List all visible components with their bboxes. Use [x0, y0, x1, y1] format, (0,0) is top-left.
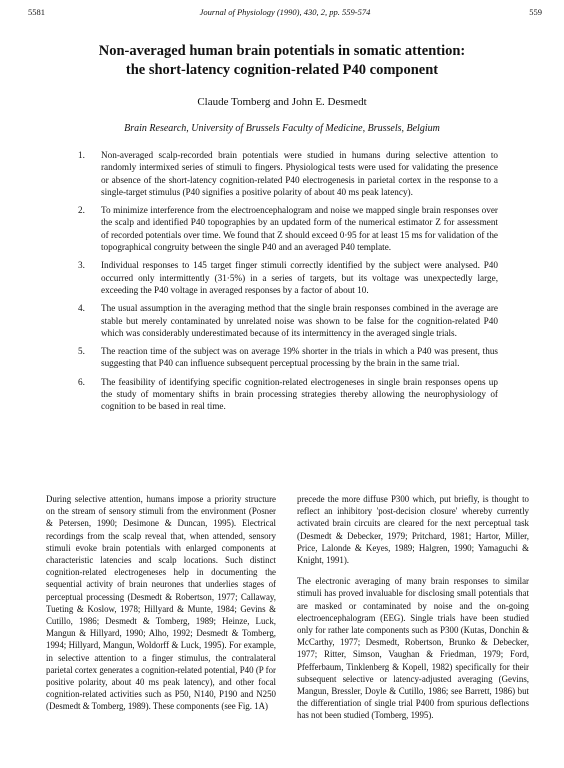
- title-line-2: the short-latency cognition-related P40 component: [125, 62, 439, 78]
- summary-item: [78, 259, 498, 296]
- summary-item-number: 6.: [78, 376, 85, 387]
- running-header: [28, 7, 542, 19]
- summary-item: [78, 345, 498, 370]
- summary-item-text: The reaction time of the subject was on average 19% shorter in the trials in which a P40 was present, thus suggesting that P40 can influence subsequent perceptual processing by the brain in the same trial.: [101, 346, 498, 369]
- article-title: [40, 42, 524, 80]
- body-paragraph: During selective attention, humans impose a priority structure on the stream of sensory stimuli from the environment (Posner & Petersen, 1990; Desimone & Duncan, 1995). Electrical recordings from the scalp reveal that, when attended, sensory stimuli evoke brain potentials with enlarged components at characteristic latencies and scalp locations. Such distinct cognition-related electrogeneses help in documenting the sequential activity of brain neurones that underlies stages of perceptual processing (Desmedt & Robertson, 1977; Callaway, Tueting & Koslow, 1978; Hillyard & Munte, 1984; Gevins & Cutillo, 1986; Desmedt & Tomberg, 1989; Heinze, Luck, Mangun & Hillyard, 1990; Alho, 1992; Desmedt & Tomberg, 1994; Hillyard, Mangun, Woldorff & Luck, 1995). For example, in selective attention to a finger stimulus, the contralateral parietal cortex generates a cognition-related potential, P40 (P for positive polarity, about 40 ms peak latency), and other focal cognition-related activities such as P50, N140, P190 and N250 (Desmedt & Tomberg, 1989). These components (see Fig. 1A): [46, 494, 276, 712]
- summary-item: [78, 149, 498, 198]
- summary-item-text: Individual responses to 145 target finger stimuli correctly identified by the subject were analysed. P40 occurred only intermittently (31·5%) in a series of targets, but its voltage was unexpectedly large, exceeding the P40 voltage in averaged responses by a factor of about 10.: [101, 260, 498, 295]
- body-column-left: [46, 493, 276, 722]
- page-number: 559: [529, 7, 542, 17]
- manuscript-number: 5581: [28, 7, 45, 17]
- summary-list: [78, 149, 498, 419]
- journal-citation: Journal of Physiology (1990), 430, 2, pp. 559-574: [199, 7, 371, 17]
- body-paragraph: precede the more diffuse P300 which, put briefly, is thought to reflect an inhibitory 'post-decision closure' whereby currently activated brain circuits are cleared for the next perceptual task (Desmedt & Debecker, 1979; Pritchard, 1981; Hartor, Miller, Price, Lalonde & Keyes, 1989; Halgren, 1990; Yamaguchi & Knight, 1991).: [297, 494, 529, 566]
- summary-item-text: Non-averaged scalp-recorded brain potentials were studied in humans during selective attention to randomly intermixed series of stimuli to fingers. Physiological tests were used for validating the presence or absence of the short-latency cognition-related P40 electrogenesis in parietal cortex in the response to a single-target stimulus (P40 signifies a positive polarity of about 40 ms peak latency).: [101, 150, 498, 197]
- summary-item: [78, 204, 498, 253]
- summary-item-number: 2.: [78, 205, 85, 216]
- affiliation: Brain Research, University of Brussels Faculty of Medicine, Brussels, Belgium: [124, 123, 440, 134]
- summary-item: [78, 302, 498, 339]
- summary-item: [78, 376, 498, 413]
- body-paragraph: The electronic averaging of many brain responses to similar stimuli has proved invaluable for disclosing small potentials that are masked or contaminated by noise and the on-going electroencephalogram (EEG). Single trials have been studied only for rather late components such as P300 (Kutas, Donchin & McCarthy, 1977; Desmedt, Robertson, Brunko & Debecker, 1977; Ritter, Simson, Vaughan & Friedman, 1979; Ford, Pfefferbaum, Tinklenberg & Kopell, 1982) specifically for their subsequent selective or latency-adjusted averaging (Gevins, Mangun, Bressler, Doyle & Cutillo, 1986; see Barrett, 1986) but the differentiation of single trial P400 from spurious deflections has not been studied (Tomberg, 1995).: [297, 576, 529, 721]
- summary-item-text: To minimize interference from the electroencephalogram and noise we mapped single brain responses over the scalp and identified P40 topographies by an updated form of the numerical estimator Z for assessment of recorded potentials over time. We found that Z should exceed 0·95 for at least 15 ms for validation of the topographical congruity between the single P40 and an averaged P40 template.: [101, 205, 498, 253]
- body-column-right: [297, 493, 529, 731]
- authors: Claude Tomberg and John E. Desmedt: [197, 96, 367, 108]
- summary-item-number: 5.: [78, 346, 85, 357]
- summary-item-text: The usual assumption in the averaging method that the single brain responses combined in the average are stable but merely contaminated by unrelated noise was shown to be false for the cognition-related P40 which was considerably underestimated because of its intermittency in the averaged single trials.: [101, 303, 498, 338]
- summary-item-text: The feasibility of identifying specific cognition-related electrogeneses in single brain responses opens up the study of momentary shifts in brain processing strategies thereby allowing the neurophysiology of cognition to be based in real time.: [101, 376, 498, 412]
- summary-item-number: 1.: [78, 150, 85, 160]
- summary-item-number: 4.: [78, 303, 85, 314]
- title-line-1: Non-averaged human brain potentials in somatic attention:: [98, 43, 466, 59]
- summary-item-number: 3.: [78, 260, 85, 271]
